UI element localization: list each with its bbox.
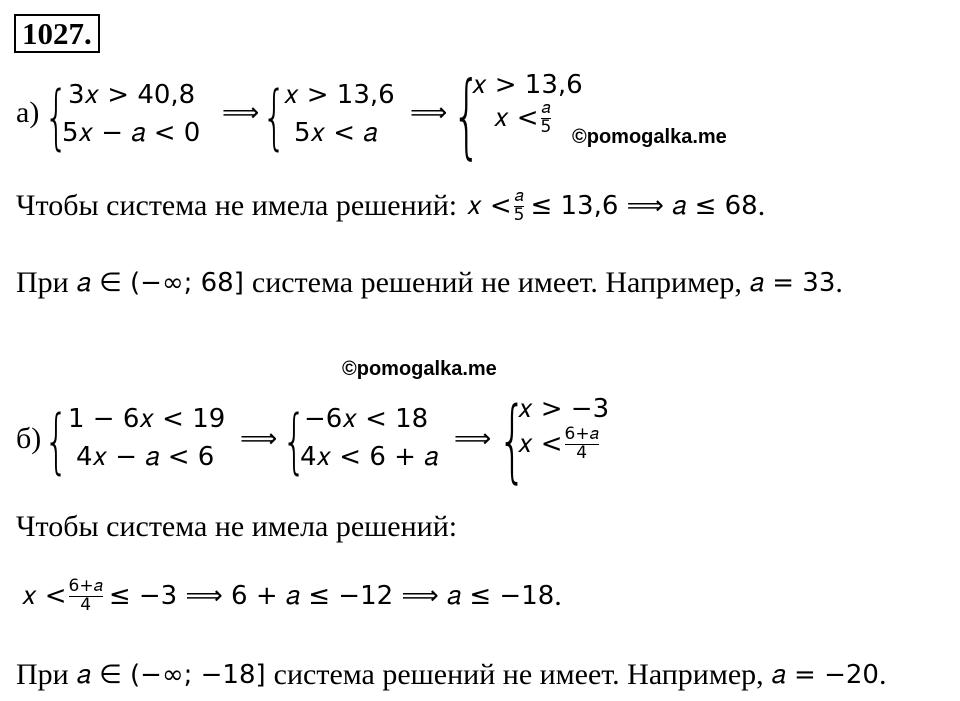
fraction-denominator: 5	[540, 116, 552, 137]
part-b-sys3-line2	[518, 426, 601, 463]
part-a-answer-math: 𝑎 ∈ (−∞; 68]	[76, 268, 244, 298]
part-a-answer	[16, 268, 843, 298]
part-a-cond-text: Чтобы система не имела решений:	[16, 189, 458, 223]
fraction-denominator: 5	[513, 204, 525, 225]
fraction-numerator: 𝑎	[541, 98, 551, 118]
part-b-cond-text: Чтобы система не имела решений:	[16, 510, 458, 543]
fraction	[514, 188, 525, 225]
brace-a1: {	[44, 76, 69, 158]
part-a-implies-1: ⟹	[222, 98, 260, 128]
fraction-numerator: 6+𝑎	[564, 424, 599, 444]
fraction-numerator: 6+𝑎	[68, 576, 103, 596]
period: .	[878, 658, 887, 691]
part-a-condition	[16, 188, 765, 225]
part-b-implies-1: ⟹	[240, 424, 278, 454]
part-a-sys1-line1: 3𝑥 > 40,8	[68, 80, 196, 110]
problem-number: 1027.	[14, 14, 100, 53]
part-a-sys2-line1: 𝑥 > 13,6	[284, 80, 395, 110]
period: .	[757, 189, 766, 223]
fraction-denominator: 4	[80, 594, 92, 615]
brace-b3: {	[498, 388, 527, 493]
part-a-sys3-line2	[494, 100, 553, 137]
part-a-implies-2: ⟹	[410, 98, 448, 128]
fraction	[69, 578, 103, 615]
watermark: ©pomogalka.me	[342, 358, 497, 380]
part-b-answer-mid: система решений не имеет. Например,	[273, 658, 764, 691]
fraction	[541, 100, 552, 137]
part-b-sys3-lhs: 𝑥 <	[518, 429, 563, 460]
part-b-sys1-line1: 1 − 6𝑥 < 19	[68, 404, 226, 434]
part-b-cond-rhs: ≤ −3 ⟹ 6 + 𝑎 ≤ −12 ⟹ 𝑎 ≤ −18	[108, 581, 555, 612]
part-b-implies-2: ⟹	[454, 424, 492, 454]
fraction	[565, 426, 599, 463]
part-b-answer-pre: При	[16, 658, 69, 691]
fraction-denominator: 4	[576, 442, 588, 463]
part-b-sys2-line1: −6𝑥 < 18	[304, 404, 429, 434]
part-b-sys1-line2: 4𝑥 − 𝑎 < 6	[76, 442, 215, 472]
brace-b2: {	[282, 400, 307, 482]
fraction-numerator: 𝑎	[514, 186, 524, 206]
part-a-cond-rhs: ≤ 13,6 ⟹ 𝑎 ≤ 68	[530, 191, 758, 222]
period: .	[554, 579, 562, 613]
part-a-cond-lhs: 𝑥 <	[467, 191, 512, 222]
part-a-label: а)	[16, 96, 40, 129]
watermark: ©pomogalka.me	[572, 126, 727, 148]
brace-b1: {	[44, 400, 69, 482]
part-b-condition	[22, 578, 562, 615]
brace-a2: {	[262, 76, 287, 158]
part-b-answer-val: 𝑎 = −20	[771, 660, 879, 690]
part-a-sys2-line2: 5𝑥 < 𝑎	[294, 118, 378, 148]
part-b-label: б)	[16, 422, 42, 455]
period: .	[835, 266, 843, 299]
part-b-answer	[16, 660, 886, 690]
part-a-sys3-lhs: 𝑥 <	[494, 103, 539, 134]
part-b-answer-math: 𝑎 ∈ (−∞; −18]	[76, 660, 266, 690]
part-b-sys3-line1: 𝑥 > −3	[518, 394, 610, 424]
part-b-cond-lhs: 𝑥 <	[22, 581, 67, 612]
brace-a3: {	[452, 62, 482, 169]
part-b-sys2-line2: 4𝑥 < 6 + 𝑎	[300, 442, 439, 472]
part-a-answer-mid: система решений не имеет. Например,	[251, 266, 742, 299]
part-a-answer-pre: При	[16, 266, 69, 299]
part-a-sys1-line2: 5𝑥 − 𝑎 < 0	[62, 118, 201, 148]
part-a-sys3-line1: 𝑥 > 13,6	[472, 70, 583, 100]
part-a-answer-val: 𝑎 = 33	[749, 268, 836, 298]
